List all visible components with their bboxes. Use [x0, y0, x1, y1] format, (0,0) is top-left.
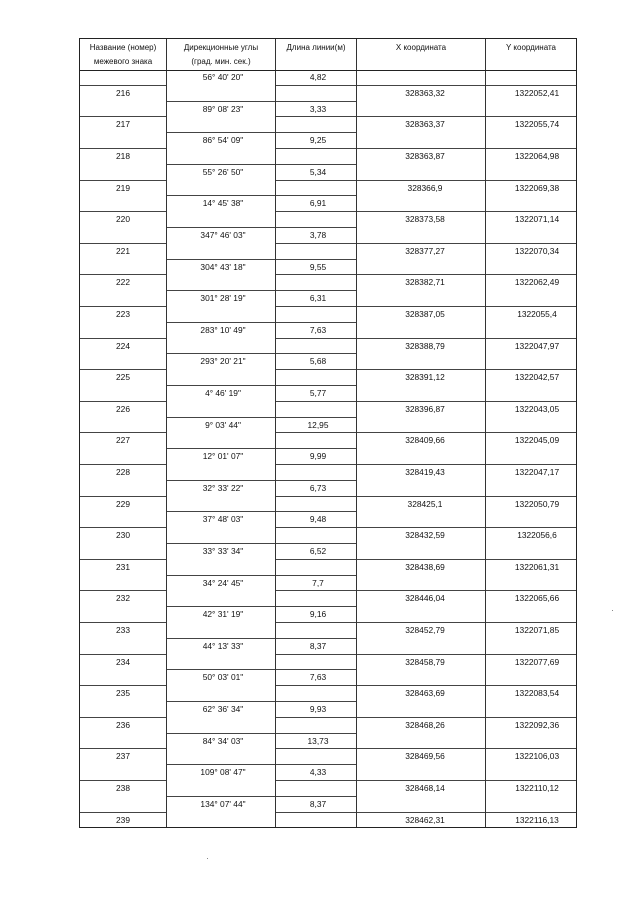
- y-coordinate: 1322052,41: [514, 87, 560, 98]
- x-coordinate: 328468,14: [405, 783, 445, 793]
- boundary-point-number: 220: [116, 214, 130, 225]
- line-length: 12,95: [307, 419, 329, 430]
- header-name-line2: межевого знака: [93, 57, 153, 66]
- segment-row: [80, 70, 576, 86]
- segment-row: [80, 354, 576, 370]
- line-length: 13,73: [307, 735, 329, 746]
- header-name-line1: Название (номер): [89, 43, 157, 52]
- point-row: [80, 749, 576, 765]
- boundary-point-number: 238: [116, 783, 130, 793]
- line-length: 9,55: [309, 261, 327, 272]
- header-x-text: X координата: [395, 43, 447, 52]
- point-row: [80, 370, 576, 386]
- boundary-point-number: 235: [116, 688, 130, 699]
- segment-row: [80, 196, 576, 212]
- x-coordinate: 328363,87: [405, 151, 445, 161]
- segment-row: [80, 165, 576, 181]
- segment-row: [80, 639, 576, 655]
- line-length: 3,78: [309, 230, 327, 240]
- x-coordinate: 328425,1: [407, 498, 443, 509]
- direction-angle: 84° 34' 03": [202, 735, 244, 746]
- line-length: 3,33: [309, 103, 327, 114]
- direction-angle: 134° 07' 44": [200, 798, 246, 809]
- segment-row: [80, 607, 576, 623]
- segment-row: [80, 512, 576, 528]
- x-coordinate: 328469,56: [405, 751, 445, 762]
- y-coordinate: 1322056,6: [517, 530, 557, 541]
- y-coordinate: 1322092,36: [514, 719, 560, 730]
- line-length: 6,52: [309, 546, 327, 556]
- point-row: [80, 560, 576, 576]
- line-length: 8,37: [309, 798, 327, 809]
- line-length: 6,31: [309, 293, 327, 304]
- line-length: 9,99: [309, 451, 327, 462]
- header-x: [357, 39, 485, 70]
- direction-angle: 4° 46' 19": [205, 388, 241, 398]
- direction-angle: 44° 13' 33": [202, 640, 244, 651]
- segment-row: [80, 323, 576, 339]
- direction-angle: 42° 31' 19": [202, 609, 244, 620]
- x-coordinate: 328363,37: [405, 119, 445, 130]
- boundary-point-number: 219: [116, 182, 130, 193]
- header-angle-line2: (град. мин. сек.): [191, 57, 251, 66]
- point-row: [80, 655, 576, 671]
- boundary-point-number: 234: [116, 656, 130, 667]
- boundary-point-number: 217: [116, 119, 130, 130]
- point-row: [80, 591, 576, 607]
- point-row: [80, 497, 576, 513]
- boundary-point-number: 227: [116, 435, 130, 446]
- point-row: [80, 149, 576, 165]
- point-row: [80, 433, 576, 449]
- point-row: [80, 86, 576, 102]
- boundary-point-number: 237: [116, 751, 130, 762]
- point-row: [80, 275, 576, 291]
- x-coordinate: 328452,79: [405, 625, 445, 635]
- direction-angle: 347° 46' 03": [200, 230, 246, 240]
- header-length: [276, 39, 356, 70]
- segment-row: [80, 702, 576, 718]
- point-row: [80, 465, 576, 481]
- boundary-point-number: 226: [116, 403, 130, 414]
- direction-angle: 301° 28' 19": [200, 293, 246, 304]
- x-coordinate: 328388,79: [405, 340, 445, 351]
- line-length: 9,16: [309, 609, 327, 620]
- segment-row: [80, 670, 576, 686]
- y-coordinate: 1322071,14: [514, 214, 560, 225]
- line-length: 8,37: [309, 640, 327, 651]
- point-row: [80, 718, 576, 734]
- boundary-point-number: 221: [116, 245, 130, 256]
- x-coordinate: 328366,9: [407, 182, 443, 193]
- line-length: 9,48: [309, 514, 327, 525]
- x-coordinate: 328468,26: [405, 719, 445, 730]
- coordinates-table: [79, 38, 577, 828]
- y-coordinate: 1322064,98: [514, 151, 560, 161]
- direction-angle: 34° 24' 45": [202, 577, 244, 588]
- x-coordinate: 328462,31: [405, 814, 445, 825]
- y-coordinate: 1322055,4: [517, 309, 557, 319]
- scan-speck: [612, 610, 613, 611]
- y-coordinate: 1322069,38: [514, 182, 560, 193]
- table-body: [80, 70, 576, 827]
- boundary-point-number: 222: [116, 277, 130, 288]
- point-row: [80, 181, 576, 197]
- y-coordinate: 1322083,54: [514, 688, 560, 699]
- line-length: 7,63: [309, 672, 327, 683]
- boundary-point-number: 229: [116, 498, 130, 509]
- boundary-point-number: 224: [116, 340, 130, 351]
- direction-angle: 86° 54' 09": [202, 135, 244, 146]
- line-length: 7,7: [312, 577, 324, 588]
- x-coordinate: 328387,05: [405, 309, 445, 319]
- header-y: [486, 39, 576, 70]
- y-coordinate: 1322071,85: [514, 625, 560, 635]
- line-length: 9,93: [309, 704, 327, 714]
- x-coordinate: 328419,43: [405, 467, 445, 477]
- y-coordinate: 1322047,97: [514, 340, 560, 351]
- direction-angle: 89° 08' 23": [202, 103, 244, 114]
- segment-row: [80, 386, 576, 402]
- direction-angle: 283° 10' 49": [200, 324, 246, 335]
- point-row: [80, 307, 576, 323]
- x-coordinate: 328438,69: [405, 561, 445, 572]
- segment-row: [80, 102, 576, 118]
- direction-angle: 55° 26' 50": [202, 166, 244, 177]
- point-row: [80, 117, 576, 133]
- header-angle: [167, 39, 275, 70]
- x-coordinate: 328446,04: [405, 593, 445, 604]
- boundary-point-number: 223: [116, 309, 130, 319]
- segment-row: [80, 133, 576, 149]
- y-coordinate: 1322043,05: [514, 403, 560, 414]
- y-coordinate: 1322106,03: [514, 751, 560, 762]
- segment-row: [80, 418, 576, 434]
- direction-angle: 37° 48' 03": [202, 514, 244, 525]
- boundary-point-number: 236: [116, 719, 130, 730]
- direction-angle: 50° 03' 01": [202, 672, 244, 683]
- line-length: 4,82: [309, 72, 327, 82]
- segment-row: [80, 544, 576, 560]
- direction-angle: 33° 33' 34": [202, 546, 244, 556]
- y-coordinate: 1322065,66: [514, 593, 560, 604]
- x-coordinate: 328363,32: [405, 87, 445, 98]
- line-length: 4,33: [309, 767, 327, 778]
- direction-angle: 32° 33' 22": [202, 482, 244, 493]
- x-coordinate: 328373,58: [405, 214, 445, 225]
- y-coordinate: 1322070,34: [514, 245, 560, 256]
- point-row: [80, 212, 576, 228]
- table-header: [80, 39, 576, 71]
- line-length: 5,68: [309, 356, 327, 367]
- direction-angle: 14° 45' 38": [202, 198, 244, 209]
- direction-angle: 304° 43' 18": [200, 261, 246, 272]
- point-row: [80, 244, 576, 260]
- boundary-point-number: 232: [116, 593, 130, 604]
- point-row: [80, 528, 576, 544]
- segment-row: [80, 765, 576, 781]
- line-length: 6,73: [309, 482, 327, 493]
- x-coordinate: 328391,12: [405, 372, 445, 383]
- y-coordinate: 1322110,12: [515, 783, 559, 793]
- boundary-point-number: 230: [116, 530, 130, 541]
- x-coordinate: 328396,87: [405, 403, 445, 414]
- boundary-point-number: 218: [116, 151, 130, 161]
- boundary-point-number: 216: [116, 87, 130, 98]
- x-coordinate: 328377,27: [405, 245, 445, 256]
- point-row: [80, 402, 576, 418]
- x-coordinate: 328432,59: [405, 530, 445, 541]
- y-coordinate: 1322062,49: [514, 277, 560, 288]
- x-coordinate: 328382,71: [405, 277, 445, 288]
- segment-row: [80, 797, 576, 813]
- header-y-text: Y координата: [505, 43, 557, 52]
- header-name: [80, 39, 166, 70]
- boundary-point-number: 239: [116, 814, 130, 825]
- segment-row: [80, 576, 576, 592]
- boundary-point-number: 228: [116, 467, 130, 477]
- y-coordinate: 1322045,09: [514, 435, 560, 446]
- y-coordinate: 1322042,57: [514, 372, 560, 383]
- header-angle-line1: Дирекционные углы: [183, 43, 259, 52]
- direction-angle: 293° 20' 21": [200, 356, 246, 367]
- boundary-point-number: 231: [116, 561, 130, 572]
- y-coordinate: 1322047,17: [514, 467, 560, 477]
- y-coordinate: 1322061,31: [514, 561, 560, 572]
- y-coordinate: 1322116,13: [515, 814, 559, 825]
- header-length-text: Длина линии(м): [286, 43, 346, 52]
- scan-speck: [207, 858, 208, 859]
- segment-row: [80, 734, 576, 750]
- y-coordinate: 1322055,74: [514, 119, 560, 130]
- segment-row: [80, 260, 576, 276]
- point-row: [80, 686, 576, 702]
- point-row: [80, 339, 576, 355]
- segment-row: [80, 449, 576, 465]
- boundary-point-number: 233: [116, 625, 130, 635]
- direction-angle: 12° 01' 07": [202, 451, 244, 462]
- y-coordinate: 1322050,79: [514, 498, 560, 509]
- direction-angle: 9° 03' 44": [205, 419, 241, 430]
- y-coordinate: 1322077,69: [514, 656, 560, 667]
- line-length: 6,91: [309, 198, 327, 209]
- segment-row: [80, 481, 576, 497]
- direction-angle: 62° 36' 34": [202, 704, 244, 714]
- x-coordinate: 328463,69: [405, 688, 445, 699]
- line-length: 5,77: [309, 388, 327, 398]
- segment-row: [80, 228, 576, 244]
- line-length: 5,34: [309, 166, 327, 177]
- x-coordinate: 328458,79: [405, 656, 445, 667]
- segment-row: [80, 291, 576, 307]
- point-row: [80, 623, 576, 639]
- line-length: 9,25: [309, 135, 327, 146]
- boundary-point-number: 225: [116, 372, 130, 383]
- direction-angle: 109° 08' 47": [200, 767, 246, 778]
- x-coordinate: 328409,66: [405, 435, 445, 446]
- direction-angle: 56° 40' 20": [202, 72, 244, 82]
- point-row: [80, 813, 576, 829]
- point-row: [80, 781, 576, 797]
- line-length: 7,63: [309, 324, 327, 335]
